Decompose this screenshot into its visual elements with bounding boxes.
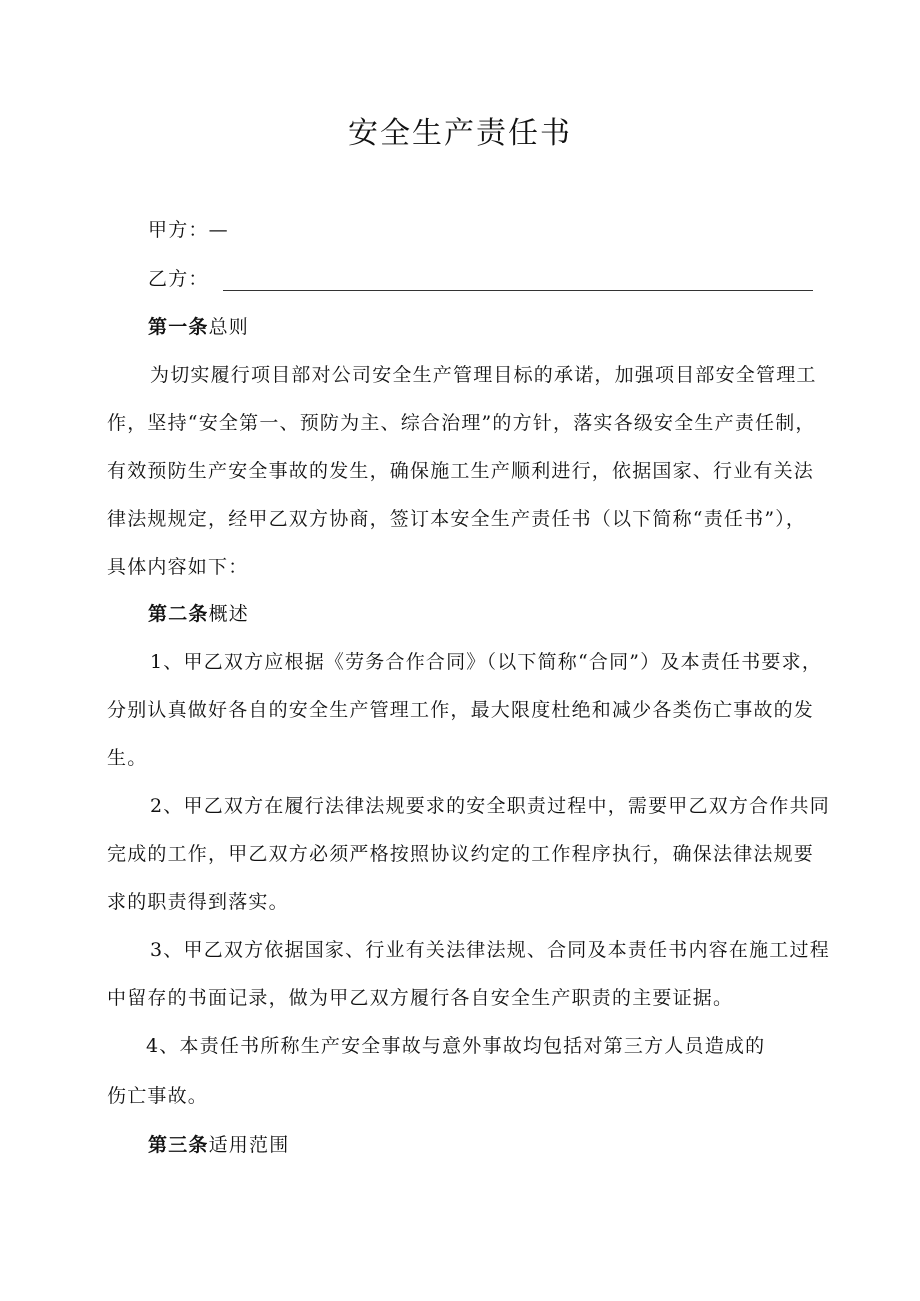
article-2-line: 完成的工作，甲乙双方必须严格按照协议约定的工作程序执行，确保法律法规要 xyxy=(107,843,815,865)
article-1-heading xyxy=(148,315,249,339)
article-2-line: 求的职责得到落实。 xyxy=(107,891,289,913)
article-1-line: 律法规规定，经甲乙双方协商，签订本安全生产责任书（以下简称“责任书”）， xyxy=(107,508,807,530)
article-2-line: 2、甲乙双方在履行法律法规要求的安全职责过程中，需要甲乙双方合作共同 xyxy=(150,795,830,817)
article-2-number: 第二条 xyxy=(148,603,209,625)
article-3-name: 适用范围 xyxy=(208,1134,290,1156)
article-2-line: 分别认真做好各自的安全生产管理工作，最大限度杜绝和减少各类伤亡事故的发 xyxy=(107,699,815,721)
article-2-line: 3、甲乙双方依据国家、行业有关法律法规、合同及本责任书内容在施工过程 xyxy=(150,939,830,961)
article-2-heading xyxy=(148,602,249,626)
party-a-label: 甲方：— xyxy=(148,219,229,241)
article-2-line: 中留存的书面记录，做为甲乙双方履行各自安全生产职责的主要证据。 xyxy=(107,987,734,1009)
party-b-blank xyxy=(223,270,813,291)
party-b-line xyxy=(148,267,813,291)
article-3-number: 第三条 xyxy=(148,1134,209,1156)
article-1-line: 具体内容如下： xyxy=(107,556,249,578)
article-2-line: 生。 xyxy=(107,747,148,769)
article-2-line: 1、甲乙双方应根据《劳务合作合同》（以下简称“合同”）及本责任书要求， xyxy=(150,651,823,673)
article-3-heading xyxy=(148,1133,289,1157)
article-2-name: 概述 xyxy=(208,603,250,625)
party-a-line xyxy=(148,218,229,242)
article-1-name: 总则 xyxy=(208,316,250,338)
article-2-line: 伤亡事故。 xyxy=(107,1085,209,1107)
party-b-label: 乙方： xyxy=(148,268,209,290)
article-1-number: 第一条 xyxy=(148,316,209,338)
article-1-line: 为切实履行项目部对公司安全生产管理目标的承诺，加强项目部安全管理工 xyxy=(150,364,817,386)
article-1-line: 有效预防生产安全事故的发生，确保施工生产顺利进行，依据国家、行业有关法 xyxy=(107,460,815,482)
document-title: 安全生产责任书 xyxy=(348,116,572,151)
article-2-line: 4、本责任书所称生产安全事故与意外事故均包括对第三方人员造成的 xyxy=(146,1035,766,1057)
article-1-line: 作，坚持“安全第一、预防为主、综合治理”的方针，落实各级安全生产责任制， xyxy=(107,412,816,434)
